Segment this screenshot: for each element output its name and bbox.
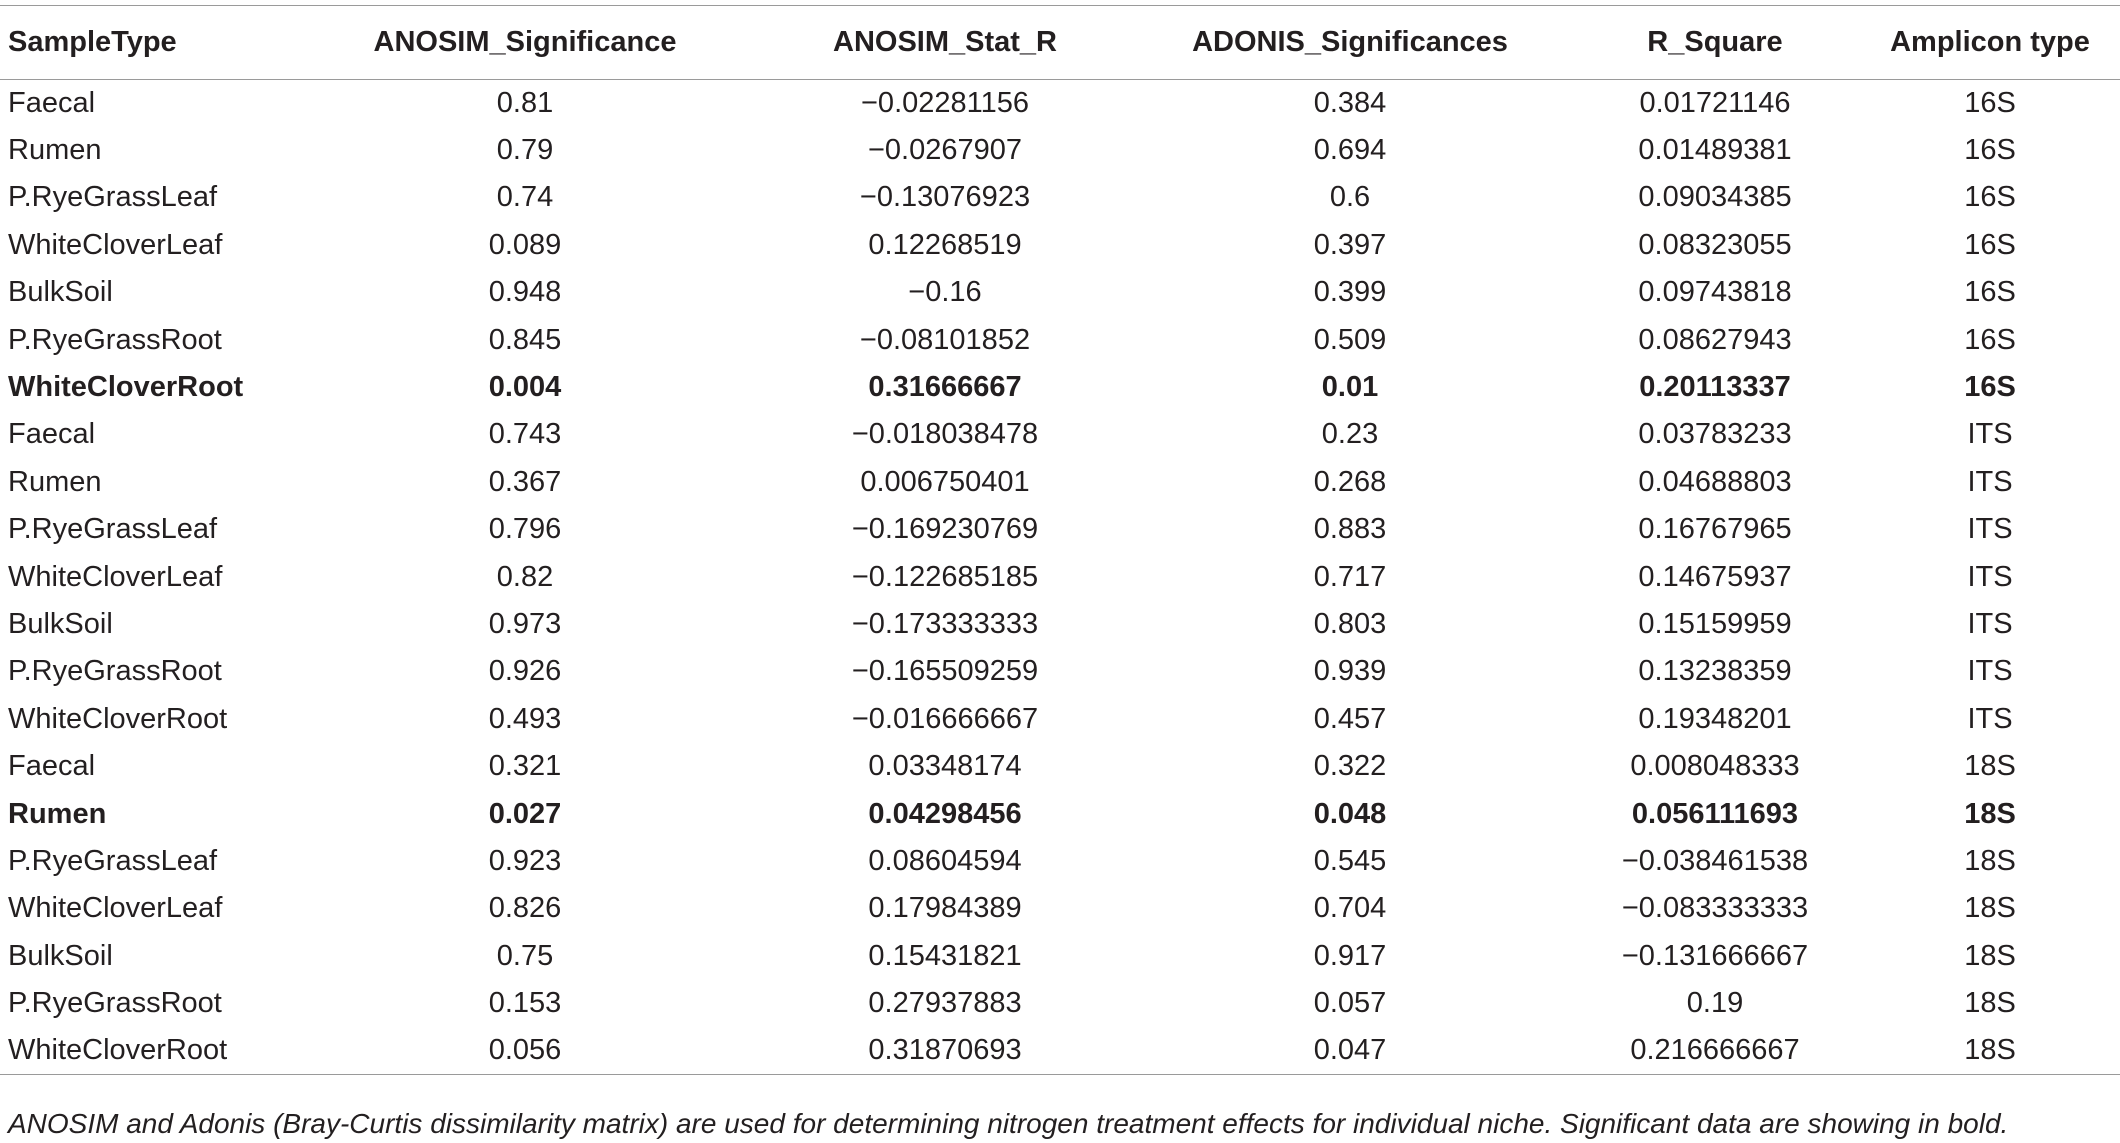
cell-sampletype: Faecal (8, 750, 96, 783)
cell-anosim-significance: 0.923 (488, 844, 562, 877)
cell-r-square: −0.038461538 (1621, 844, 1809, 877)
table-row (0, 648, 2120, 695)
cell-anosim-significance: 0.493 (488, 702, 562, 735)
cell-anosim-significance: 0.089 (488, 228, 562, 261)
cell-adonis-significances: 0.717 (1313, 560, 1387, 593)
cell-r-square: 0.01489381 (1638, 134, 1792, 167)
cell-r-square: 0.14675937 (1638, 560, 1792, 593)
cell-amplicon-type: ITS (1967, 465, 2013, 498)
cell-adonis-significances: 0.883 (1313, 513, 1387, 546)
cell-r-square: 0.03783233 (1638, 418, 1792, 451)
cell-anosim-significance: 0.845 (488, 323, 562, 356)
table-row (0, 553, 2120, 600)
cell-r-square: 0.08323055 (1638, 228, 1792, 261)
cell-amplicon-type: 18S (1860, 1027, 2120, 1074)
cell-sampletype: BulkSoil (8, 276, 113, 309)
table-row (0, 269, 2120, 316)
cell-anosim-significance: 0.82 (496, 560, 554, 593)
cell-sampletype: WhiteCloverLeaf (8, 228, 223, 261)
cell-r-square: 0.15159959 (1638, 607, 1792, 640)
table-row (0, 601, 2120, 648)
cell-amplicon-type: 16S (1964, 86, 2016, 119)
cell-sampletype: Faecal (8, 418, 96, 451)
cell-anosim-stat-r: −0.02281156 (861, 86, 1029, 119)
cell-amplicon-type: 18S (1964, 797, 2016, 830)
header-adonis-significances: ADONIS_Significances (1130, 6, 1570, 80)
table-row (0, 364, 2120, 411)
cell-adonis-significances: 0.268 (1313, 465, 1387, 498)
cell-sampletype: WhiteCloverRoot (0, 1027, 290, 1074)
cell-amplicon-type: 16S (1964, 276, 2016, 309)
cell-anosim-significance: 0.948 (488, 276, 562, 309)
cell-anosim-significance: 0.74 (496, 181, 554, 214)
cell-r-square: 0.008048333 (1630, 750, 1800, 783)
cell-sampletype: P.RyeGrassRoot (8, 987, 222, 1020)
cell-anosim-stat-r: −0.0267907 (867, 134, 1023, 167)
cell-adonis-significances: 0.057 (1313, 987, 1387, 1020)
cell-adonis-significances: 0.047 (1130, 1027, 1570, 1074)
table-row (0, 838, 2120, 885)
table-row (0, 80, 2120, 127)
cell-sampletype: Rumen (8, 134, 102, 167)
cell-sampletype: P.RyeGrassLeaf (8, 181, 218, 214)
results-table (0, 5, 2120, 1075)
cell-sampletype: BulkSoil (8, 607, 113, 640)
cell-anosim-stat-r: −0.165509259 (851, 655, 1039, 688)
cell-anosim-significance: 0.321 (488, 750, 562, 783)
cell-anosim-stat-r: −0.13076923 (859, 181, 1031, 214)
cell-anosim-significance: 0.926 (488, 655, 562, 688)
cell-anosim-stat-r: −0.08101852 (859, 323, 1031, 356)
cell-sampletype: WhiteCloverRoot (8, 371, 244, 404)
header-amplicon-type: Amplicon type (1860, 6, 2120, 80)
cell-adonis-significances: 0.399 (1313, 276, 1387, 309)
cell-anosim-stat-r: −0.018038478 (851, 418, 1039, 451)
cell-anosim-stat-r: 0.17984389 (868, 892, 1022, 925)
cell-anosim-significance: 0.81 (496, 86, 554, 119)
table-row (0, 174, 2120, 221)
cell-anosim-stat-r: 0.15431821 (868, 939, 1022, 972)
cell-anosim-stat-r: 0.27937883 (868, 987, 1022, 1020)
cell-anosim-stat-r: −0.173333333 (851, 607, 1039, 640)
table-row (0, 506, 2120, 553)
header-sampletype: SampleType (0, 6, 290, 80)
cell-anosim-significance: 0.743 (488, 418, 562, 451)
cell-adonis-significances: 0.384 (1313, 86, 1387, 119)
table-row (0, 222, 2120, 269)
cell-adonis-significances: 0.322 (1313, 750, 1387, 783)
table-row (0, 933, 2120, 980)
table-row (0, 1027, 2120, 1074)
cell-adonis-significances: 0.23 (1321, 418, 1379, 451)
cell-adonis-significances: 0.048 (1313, 797, 1387, 830)
cell-amplicon-type: 18S (1964, 892, 2016, 925)
cell-adonis-significances: 0.939 (1313, 655, 1387, 688)
cell-r-square: 0.056111693 (1631, 797, 1799, 830)
table-body (0, 80, 2120, 1075)
cell-sampletype: Rumen (8, 797, 107, 830)
cell-r-square: 0.20113337 (1639, 371, 1791, 404)
cell-amplicon-type: 18S (1964, 987, 2016, 1020)
cell-amplicon-type: ITS (1967, 702, 2013, 735)
table-row (0, 980, 2120, 1027)
table-row (0, 411, 2120, 458)
cell-anosim-stat-r: 0.31870693 (760, 1027, 1130, 1074)
cell-adonis-significances: 0.01 (1321, 371, 1379, 404)
cell-r-square: 0.09034385 (1638, 181, 1792, 214)
cell-adonis-significances: 0.803 (1313, 607, 1387, 640)
cell-anosim-significance: 0.056 (290, 1027, 760, 1074)
cell-anosim-stat-r: −0.16 (908, 276, 982, 309)
cell-anosim-significance: 0.79 (496, 134, 554, 167)
table-row (0, 743, 2120, 790)
cell-sampletype: P.RyeGrassRoot (8, 323, 222, 356)
cell-adonis-significances: 0.397 (1313, 228, 1387, 261)
cell-anosim-stat-r: 0.006750401 (860, 465, 1030, 498)
cell-amplicon-type: 18S (1964, 750, 2016, 783)
cell-adonis-significances: 0.704 (1313, 892, 1387, 925)
header-row (0, 6, 2120, 80)
cell-anosim-significance: 0.75 (496, 939, 554, 972)
cell-adonis-significances: 0.457 (1313, 702, 1387, 735)
cell-r-square: 0.08627943 (1638, 323, 1792, 356)
cell-adonis-significances: 0.694 (1313, 134, 1387, 167)
cell-sampletype: Rumen (8, 465, 102, 498)
cell-amplicon-type: ITS (1967, 560, 2013, 593)
cell-r-square: 0.01721146 (1639, 86, 1791, 119)
cell-sampletype: P.RyeGrassLeaf (8, 844, 218, 877)
cell-sampletype: WhiteCloverRoot (8, 702, 228, 735)
cell-sampletype: P.RyeGrassRoot (8, 655, 222, 688)
cell-amplicon-type: ITS (1967, 418, 2013, 451)
cell-sampletype: WhiteCloverLeaf (8, 560, 223, 593)
table-row (0, 696, 2120, 743)
table-row (0, 316, 2120, 363)
cell-amplicon-type: ITS (1967, 513, 2013, 546)
cell-sampletype: Faecal (8, 86, 96, 119)
cell-anosim-stat-r: 0.12268519 (868, 228, 1022, 261)
cell-adonis-significances: 0.917 (1313, 939, 1387, 972)
cell-amplicon-type: 16S (1964, 371, 2016, 404)
table-header (0, 6, 2120, 80)
cell-anosim-significance: 0.826 (488, 892, 562, 925)
cell-r-square: 0.16767965 (1638, 513, 1792, 546)
table-caption: ANOSIM and Adonis (Bray-Curtis dissimilarity matrix) are used for determining nitrogen treatment effects for individual niche. Significant data are showing in bold. (8, 1108, 2009, 1139)
table-row (0, 459, 2120, 506)
cell-amplicon-type: ITS (1967, 607, 2013, 640)
cell-anosim-stat-r: −0.169230769 (851, 513, 1039, 546)
cell-r-square: −0.083333333 (1621, 892, 1809, 925)
cell-r-square: 0.13238359 (1638, 655, 1792, 688)
cell-sampletype: BulkSoil (8, 939, 113, 972)
cell-anosim-stat-r: 0.03348174 (868, 750, 1022, 783)
cell-adonis-significances: 0.6 (1329, 181, 1371, 214)
cell-anosim-significance: 0.027 (488, 797, 562, 830)
cell-anosim-significance: 0.004 (488, 371, 562, 404)
cell-anosim-stat-r: 0.31666667 (868, 371, 1022, 404)
cell-amplicon-type: 16S (1964, 134, 2016, 167)
table-row (0, 885, 2120, 932)
cell-adonis-significances: 0.509 (1313, 323, 1387, 356)
cell-anosim-significance: 0.153 (488, 987, 562, 1020)
cell-amplicon-type: 16S (1964, 181, 2016, 214)
cell-r-square: 0.19348201 (1638, 702, 1792, 735)
header-anosim-significance: ANOSIM_Significance (290, 6, 760, 80)
cell-anosim-stat-r: 0.08604594 (868, 844, 1022, 877)
cell-sampletype: WhiteCloverLeaf (8, 892, 223, 925)
cell-r-square: 0.04688803 (1638, 465, 1792, 498)
cell-r-square: 0.216666667 (1570, 1027, 1860, 1074)
cell-amplicon-type: ITS (1967, 655, 2013, 688)
cell-amplicon-type: 16S (1964, 228, 2016, 261)
header-r-square: R_Square (1570, 6, 1860, 80)
cell-adonis-significances: 0.545 (1313, 844, 1387, 877)
cell-amplicon-type: 18S (1964, 939, 2016, 972)
header-anosim-stat-r: ANOSIM_Stat_R (760, 6, 1130, 80)
cell-r-square: 0.09743818 (1638, 276, 1792, 309)
cell-amplicon-type: 18S (1964, 844, 2016, 877)
cell-r-square: −0.131666667 (1621, 939, 1809, 972)
cell-anosim-significance: 0.367 (488, 465, 562, 498)
cell-sampletype: P.RyeGrassLeaf (8, 513, 218, 546)
cell-amplicon-type: 16S (1964, 323, 2016, 356)
cell-anosim-stat-r: 0.04298456 (868, 797, 1022, 830)
cell-anosim-significance: 0.973 (488, 607, 562, 640)
cell-anosim-significance: 0.796 (488, 513, 562, 546)
cell-anosim-stat-r: −0.016666667 (851, 702, 1039, 735)
table-row (0, 127, 2120, 174)
cell-r-square: 0.19 (1686, 987, 1744, 1020)
table-row (0, 790, 2120, 837)
cell-anosim-stat-r: −0.122685185 (851, 560, 1039, 593)
